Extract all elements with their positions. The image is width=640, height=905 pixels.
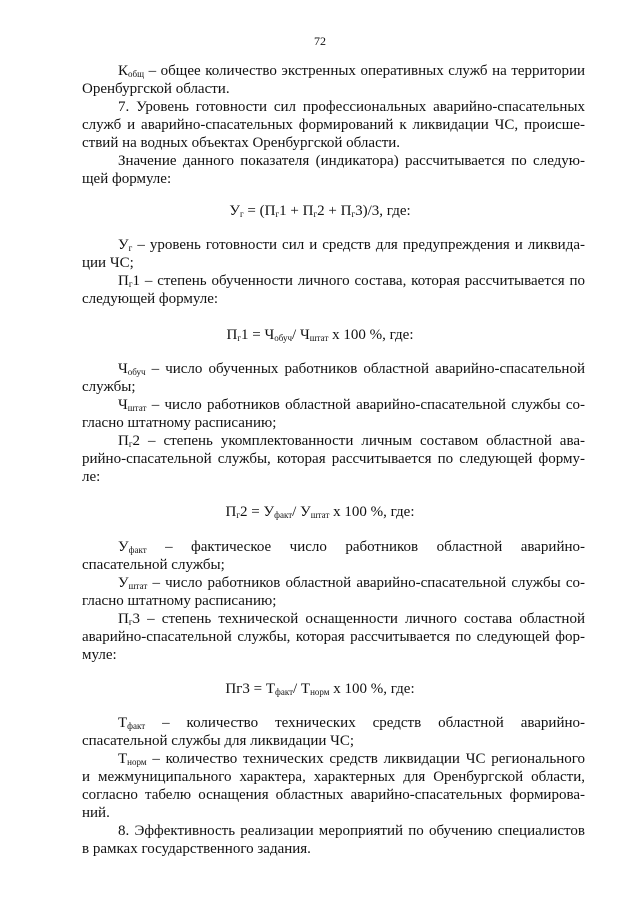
text-segment: служб и аварийно-спасательных формирований к ликвидации ЧС, происше-: [82, 117, 585, 133]
text-line: [82, 592, 276, 610]
subscript: штат: [310, 510, 330, 520]
subscript: норм: [127, 757, 147, 767]
text-segment: П: [118, 273, 129, 289]
text-segment: аварийно-спасательной службы, которая рассчитывается по следующей фор-: [82, 629, 585, 645]
subscript: факт: [127, 721, 146, 731]
text-segment: П: [226, 327, 238, 343]
text-segment: Т: [118, 715, 128, 731]
text-segment: – общее количество экстренных оперативных служб на территории: [144, 63, 585, 79]
text-line: [118, 822, 585, 840]
text-line: [118, 538, 585, 556]
text-line: [82, 290, 218, 308]
subscript: г: [128, 279, 133, 289]
text-segment: – уровень готовности сил и средств для предупреждения и ликвида-: [132, 237, 585, 253]
text-segment: Ч: [118, 361, 128, 377]
text-line: [82, 468, 100, 486]
text-segment: Т: [118, 751, 128, 767]
text-segment: 2 = У: [240, 504, 275, 520]
subscript: г: [236, 510, 241, 520]
text-segment: согласно табелю оснащения областных аварийно-спасательных формирова-: [82, 787, 585, 803]
text-segment: П: [118, 611, 129, 627]
text-segment: / Т: [293, 681, 311, 697]
text-line: [118, 360, 585, 378]
text-segment: спасательной службы;: [82, 557, 225, 573]
text-segment: 1 + П: [279, 203, 314, 219]
text-segment: щей формуле:: [82, 171, 172, 187]
text-segment: У: [118, 237, 129, 253]
text-segment: – число обученных работников областной аварийно-спасательной: [145, 361, 585, 377]
text-segment: Оренбургской области.: [82, 81, 230, 97]
text-line: [118, 750, 585, 768]
text-segment: следующей формуле:: [82, 291, 219, 307]
subscript: г: [275, 209, 280, 219]
text-segment: П: [225, 504, 237, 520]
text-segment: Пг3 = Т: [225, 681, 275, 697]
subscript: штат: [309, 333, 329, 343]
text-segment: К: [118, 63, 129, 79]
text-segment: – фактическое число работников областной аварийно-: [146, 539, 585, 555]
text-segment: х 100 %, где:: [329, 681, 415, 697]
text-segment: / У: [292, 504, 311, 520]
formula-line: [0, 680, 640, 698]
text-line: [82, 628, 585, 646]
text-segment: ствий на водных объектах Оренбургской области.: [82, 135, 401, 151]
subscript: общ: [128, 69, 145, 79]
text-segment: 2 – степень укомплектованности личным составом областной ава-: [132, 433, 585, 449]
text-segment: спасательной службы для ликвидации ЧС;: [82, 733, 355, 749]
text-line: [118, 98, 585, 116]
formula-line: [0, 503, 640, 521]
subscript: факт: [275, 687, 294, 697]
text-line: [118, 714, 585, 732]
text-segment: ции ЧС;: [82, 255, 134, 271]
text-line: [82, 768, 585, 786]
text-line: [118, 432, 585, 450]
text-segment: гласно штатному расписанию;: [82, 415, 277, 431]
subscript: г: [313, 209, 318, 219]
subscript: г: [239, 209, 244, 219]
subscript: г: [128, 617, 133, 627]
text-segment: 1 – степень обученности личного состава, которая рассчитывается по: [132, 273, 585, 289]
text-line: [118, 272, 585, 290]
text-line: [82, 254, 134, 272]
text-line: [82, 556, 225, 574]
text-line: [82, 378, 136, 396]
text-segment: – число работников областной аварийно-спасательной службы со-: [146, 397, 585, 413]
text-segment: – количество технических средств ликвидации ЧС регионального: [146, 751, 585, 767]
page-number: 72: [314, 34, 326, 48]
text-segment: = (П: [243, 203, 276, 219]
subscript: штат: [127, 403, 147, 413]
formula-line: [0, 202, 640, 220]
text-segment: х 100 %, где:: [328, 327, 414, 343]
text-segment: – число работников областной аварийно-спасательной службы со-: [147, 575, 585, 591]
text-line: [82, 80, 230, 98]
text-line: [82, 116, 585, 134]
text-line: [82, 170, 171, 188]
text-line: [118, 62, 585, 80]
subscript: г: [351, 209, 356, 219]
subscript: факт: [274, 510, 293, 520]
text-segment: 2 + П: [317, 203, 352, 219]
text-segment: х 100 %, где:: [329, 504, 415, 520]
text-segment: гласно штатному расписанию;: [82, 593, 277, 609]
text-segment: У: [118, 539, 129, 555]
subscript: факт: [128, 545, 147, 555]
text-line: [82, 134, 400, 152]
text-segment: Ч: [118, 397, 128, 413]
text-segment: П: [118, 433, 129, 449]
text-segment: У: [229, 203, 240, 219]
text-segment: 7. Уровень готовности сил профессиональных аварийно-спасательных: [118, 99, 585, 115]
text-segment: службы;: [82, 379, 136, 395]
text-line: [118, 396, 585, 414]
text-segment: рийно-спасательной службы, которая рассчитывается по следующей форму-: [82, 451, 585, 467]
text-segment: / Ч: [292, 327, 310, 343]
formula-line: [0, 326, 640, 344]
text-segment: – количество технических средств областной аварийно-: [145, 715, 585, 731]
text-segment: Значение данного показателя (индикатора) рассчитывается по следую-: [118, 153, 585, 169]
text-segment: 8. Эффективность реализации мероприятий по обучению специалистов: [118, 823, 585, 839]
text-line: [82, 646, 117, 664]
text-line: [82, 450, 585, 468]
subscript: обуч: [274, 333, 293, 343]
text-segment: 3)/3, где:: [355, 203, 411, 219]
text-line: [118, 236, 585, 254]
text-line: [118, 152, 585, 170]
text-segment: 3 – степень технической оснащенности личного состава областной: [132, 611, 585, 627]
subscript: г: [128, 243, 133, 253]
text-line: [82, 786, 585, 804]
text-line: [118, 610, 585, 628]
text-segment: в рамках государственного задания.: [82, 841, 311, 857]
subscript: г: [237, 333, 242, 343]
subscript: штат: [128, 581, 148, 591]
subscript: обуч: [127, 367, 146, 377]
text-segment: муле:: [82, 647, 117, 663]
text-segment: У: [118, 575, 129, 591]
text-line: [82, 732, 354, 750]
text-line: [82, 804, 110, 822]
text-line: [82, 840, 311, 858]
subscript: норм: [310, 687, 330, 697]
text-line: [82, 414, 276, 432]
text-segment: и межмуниципального характера, характерных для Оренбургской области,: [82, 769, 585, 785]
text-line: [118, 574, 585, 592]
subscript: г: [128, 439, 133, 449]
text-segment: ле:: [82, 469, 101, 485]
text-segment: 1 = Ч: [241, 327, 275, 343]
text-segment: ний.: [82, 805, 110, 821]
